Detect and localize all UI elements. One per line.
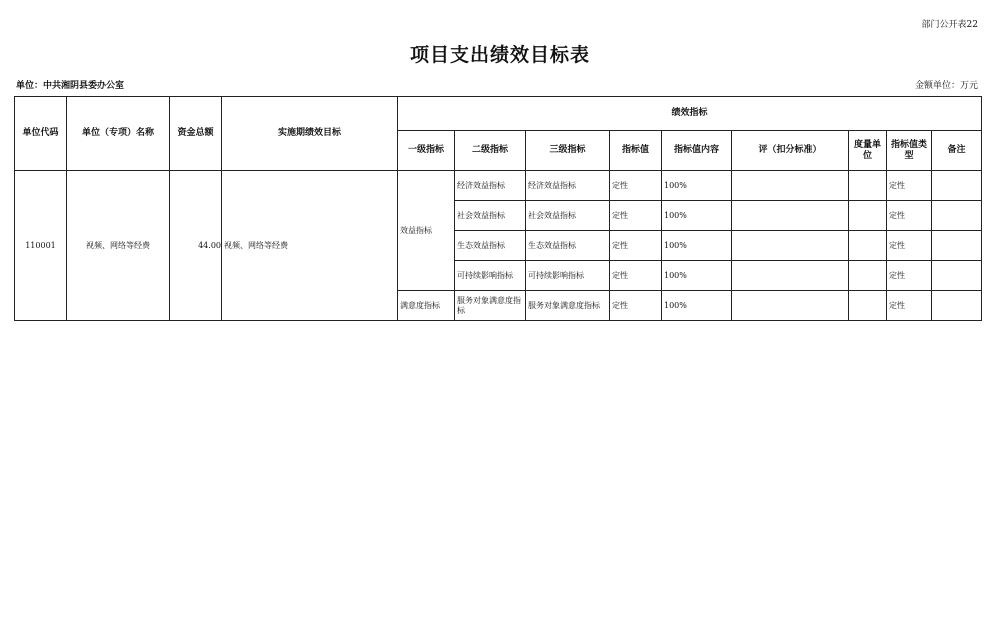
cell-measure-unit	[849, 201, 887, 231]
cell-level2: 生态效益指标	[455, 231, 526, 261]
cell-level1: 效益指标	[398, 171, 455, 291]
cell-content: 100%	[662, 201, 732, 231]
cell-value-type: 定性	[887, 231, 932, 261]
cell-value: 定性	[610, 171, 662, 201]
header-level2: 二级指标	[455, 131, 526, 171]
page-title: 项目支出绩效目标表	[409, 44, 590, 66]
cell-level2: 社会效益指标	[455, 201, 526, 231]
cell-value-type: 定性	[887, 201, 932, 231]
cell-content: 100%	[662, 291, 732, 321]
header-measure-unit: 度量单位	[849, 131, 887, 171]
cell-value: 定性	[610, 261, 662, 291]
cell-value: 定性	[610, 201, 662, 231]
cell-value: 定性	[610, 291, 662, 321]
cell-content: 100%	[662, 261, 732, 291]
header-scoring: 评（扣分标准）	[732, 131, 849, 171]
cell-measure-unit	[849, 231, 887, 261]
cell-goal: 视频、网络等经费	[222, 171, 398, 321]
cell-measure-unit	[849, 171, 887, 201]
header-level1: 一级指标	[398, 131, 455, 171]
cell-level2: 服务对象满意度指标	[455, 291, 526, 321]
cell-value-type: 定性	[887, 171, 932, 201]
cell-scoring	[732, 201, 849, 231]
cell-note	[932, 201, 982, 231]
cell-unit-name: 视频、网络等经费	[67, 171, 170, 321]
header-note: 备注	[932, 131, 982, 171]
cell-unit-code: 110001	[15, 171, 67, 321]
cell-level3: 社会效益指标	[526, 201, 610, 231]
cell-level3: 服务对象满意度指标	[526, 291, 610, 321]
header-goal: 实施期绩效目标	[222, 97, 398, 171]
header-unit-code: 单位代码	[15, 97, 67, 171]
cell-level3: 生态效益指标	[526, 231, 610, 261]
cell-content: 100%	[662, 171, 732, 201]
header-indicators: 绩效指标	[398, 97, 982, 131]
cell-level3: 可持续影响指标	[526, 261, 610, 291]
cell-scoring	[732, 171, 849, 201]
header-value: 指标值	[610, 131, 662, 171]
cell-note	[932, 261, 982, 291]
header-total-funds: 资金总额	[170, 97, 222, 171]
amount-unit-label: 金额单位：万元	[914, 81, 978, 91]
cell-level2: 可持续影响指标	[455, 261, 526, 291]
cell-total-funds: 44.00	[170, 171, 222, 321]
cell-note	[932, 171, 982, 201]
cell-value-type: 定性	[887, 261, 932, 291]
cell-note	[932, 231, 982, 261]
performance-table	[14, 96, 982, 321]
cell-note	[932, 291, 982, 321]
cell-scoring	[732, 291, 849, 321]
cell-value: 定性	[610, 231, 662, 261]
cell-scoring	[732, 231, 849, 261]
cell-measure-unit	[849, 291, 887, 321]
cell-level1: 满意度指标	[398, 291, 455, 321]
corner-label: 部门公开表22	[921, 20, 978, 30]
header-content: 指标值内容	[662, 131, 732, 171]
cell-measure-unit	[849, 261, 887, 291]
header-unit-name: 单位（专项）名称	[67, 97, 170, 171]
header-value-type: 指标值类型	[887, 131, 932, 171]
unit-label: 单位：中共湘阴县委办公室	[16, 81, 125, 91]
cell-level3: 经济效益指标	[526, 171, 610, 201]
cell-value-type: 定性	[887, 291, 932, 321]
cell-content: 100%	[662, 231, 732, 261]
header-level3: 三级指标	[526, 131, 610, 171]
table-row	[15, 171, 982, 201]
cell-level2: 经济效益指标	[455, 171, 526, 201]
cell-scoring	[732, 261, 849, 291]
